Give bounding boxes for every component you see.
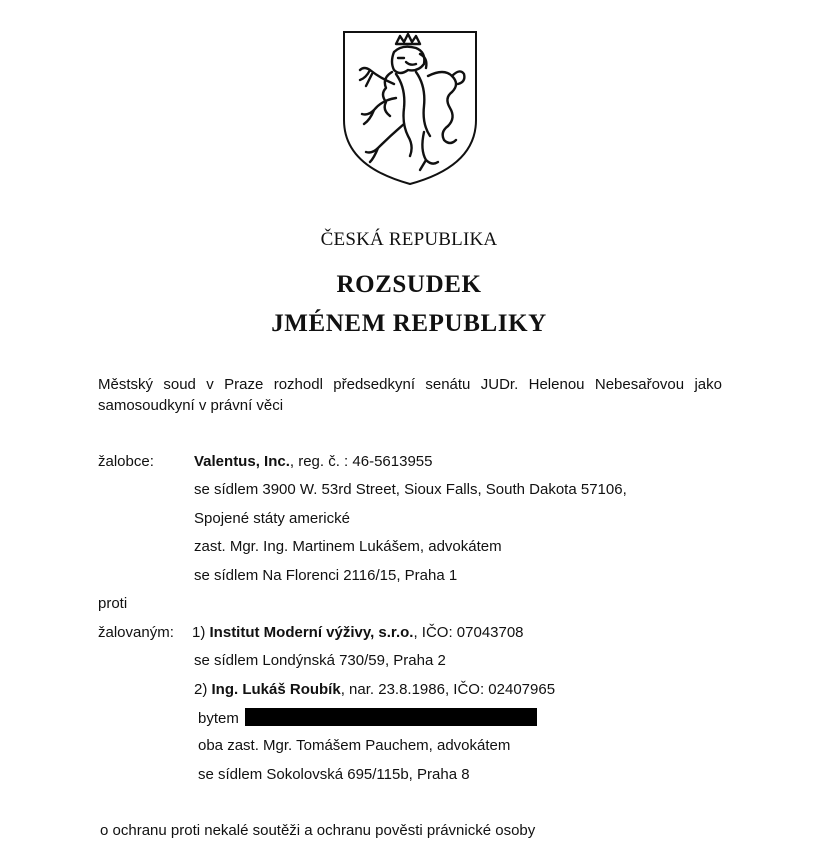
redaction-bar [245, 708, 537, 726]
plaintiff-reg: , reg. č. : 46-5613955 [289, 453, 433, 470]
coat-of-arms-lion-icon [340, 28, 480, 188]
country-name: ČESKÁ REPUBLIKA [320, 229, 498, 250]
plaintiff-representative-address: se sídlem Na Florenci 2116/15, Praha 1 [194, 567, 458, 584]
intro-paragraph [98, 374, 722, 416]
defendants-representative-address: se sídlem Sokolovská 695/115b, Praha 8 [198, 766, 470, 783]
versus-label: proti [98, 595, 128, 612]
defendant-1-identity [192, 623, 524, 642]
document-title: ROZSUDEK [336, 271, 482, 298]
plaintiff-address-2: Spojené státy americké [194, 510, 350, 527]
defendant-2-name: Ing. Lukáš Roubík [211, 681, 341, 698]
case-subject: o ochranu proti nekalé soutěži a ochranu pověsti právnické osoby [100, 822, 536, 839]
plaintiff-address-1: se sídlem 3900 W. 53rd Street, Sioux Falls, South Dakota 57106, [194, 481, 627, 498]
defendant-1-name: Institut Moderní výživy, s.r.o. [209, 624, 414, 641]
plaintiff-representative: zast. Mgr. Ing. Martinem Lukášem, advokátem [194, 538, 502, 555]
plaintiff-label: žalobce: [98, 453, 154, 470]
defendant-1-number: 1) [192, 624, 210, 641]
defendant-1-id: , IČO: 07043708 [413, 624, 524, 641]
defendant-2-residence [198, 708, 537, 728]
defendant-2-residence-label: bytem [198, 710, 239, 727]
intro-line-1: Městský soud v Praze rozhodl předsedkyní senátu JUDr. Helenou Nebesařovou jako [98, 376, 722, 393]
defendant-2-id: , nar. 23.8.1986, IČO: 02407965 [340, 681, 556, 698]
defendant-2-number: 2) [194, 681, 212, 698]
defendant-1-address: se sídlem Londýnská 730/59, Praha 2 [194, 652, 446, 669]
defendants-representative: oba zast. Mgr. Tomášem Pauchem, advokátem [198, 737, 511, 754]
plaintiff-name: Valentus, Inc. [194, 453, 290, 470]
intro-line-2: samosoudkyní v právní věci [98, 397, 284, 414]
defendant-2-identity [194, 680, 555, 699]
document-subtitle: JMÉNEM REPUBLIKY [271, 310, 547, 337]
defendants-label: žalovaným: [98, 624, 174, 641]
plaintiff-identity [194, 452, 432, 471]
